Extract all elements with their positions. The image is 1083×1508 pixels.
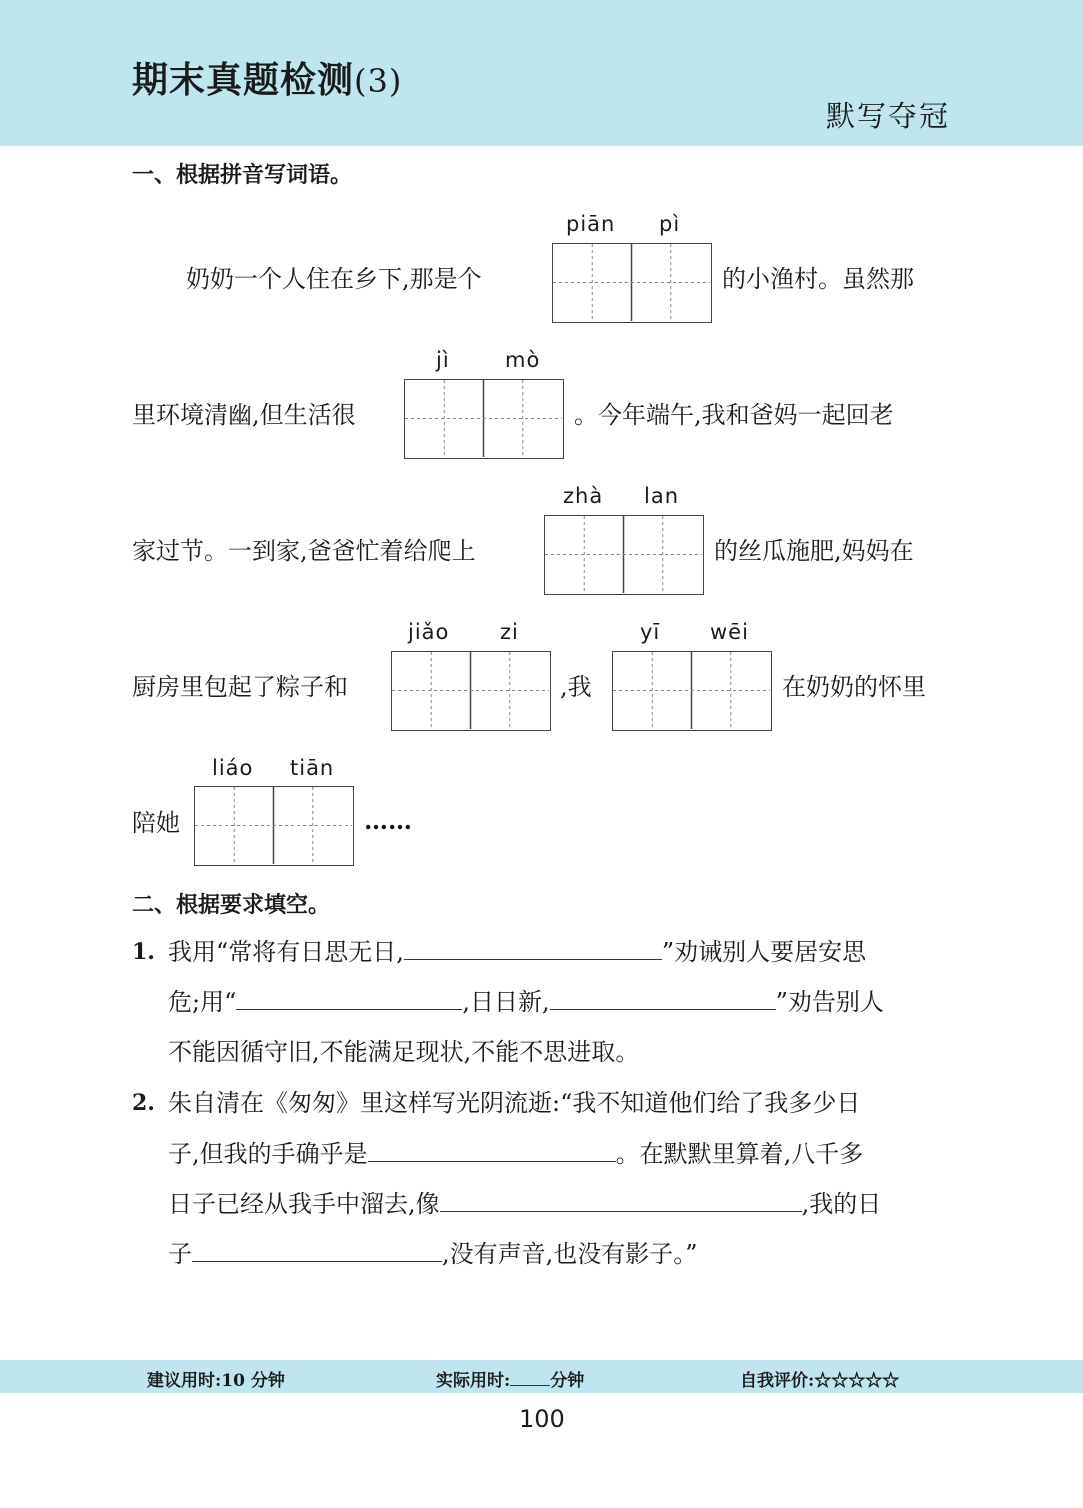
- pinyin-w2-1: jì: [436, 348, 450, 372]
- pinyin-w2-2: mò: [505, 348, 541, 372]
- writing-grid-w6[interactable]: [194, 786, 354, 866]
- pinyin-w6-1: liáo: [212, 756, 254, 780]
- q1-blank-1[interactable]: [404, 937, 662, 960]
- suggested-time: 建议用时:10 分钟: [147, 1371, 285, 1391]
- q2-line4: 子 ,没有声音,也没有影子。”: [168, 1240, 698, 1268]
- writing-grid-w3[interactable]: [544, 515, 704, 595]
- s1-line2-before: 里环境清幽,但生活很: [132, 401, 356, 429]
- s1-line4-middle: ,我: [560, 673, 592, 701]
- s1-line3-before: 家过节。一到家,爸爸忙着给爬上: [132, 537, 476, 565]
- pinyin-w3-2: lan: [644, 484, 680, 508]
- actual-time: 实际用时: 分钟: [436, 1371, 585, 1391]
- title-number: (3): [354, 62, 403, 100]
- q1-line1: 我用“常将有日思无日, ”劝诫别人要居安思: [168, 938, 867, 966]
- s1-line3-after: 的丝瓜施肥,妈妈在: [714, 537, 914, 565]
- q2-blank-3[interactable]: [192, 1239, 442, 1262]
- s1-line4-before: 厨房里包起了粽子和: [132, 673, 348, 701]
- s1-line1-after: 的小渔村。虽然那: [722, 265, 914, 293]
- pinyin-w4-2: zi: [500, 620, 519, 644]
- writing-grid-w4[interactable]: [391, 651, 551, 731]
- pinyin-w5-1: yī: [640, 620, 661, 644]
- s1-line1-before: 奶奶一个人住在乡下,那是个: [186, 265, 482, 293]
- self-evaluation: 自我评价:☆☆☆☆☆: [740, 1371, 900, 1391]
- section-2-heading: 二、根据要求填空。: [132, 893, 331, 918]
- q2-number: 2.: [132, 1090, 155, 1116]
- q2-line1: 朱自清在《匆匆》里这样写光阴流逝:“我不知道他们给了我多少日: [168, 1089, 861, 1117]
- s1-line5-before: 陪她: [132, 809, 180, 837]
- q2-line2: 子,但我的手确乎是 。在默默里算着,八千多: [168, 1140, 864, 1168]
- section-1-heading: 一、根据拼音写词语。: [132, 163, 353, 188]
- page-title: 期末真题检测(3): [132, 60, 403, 101]
- q2-blank-2[interactable]: [440, 1189, 802, 1212]
- pinyin-w6-2: tiān: [290, 756, 335, 780]
- pinyin-w1-1: piān: [566, 212, 616, 236]
- q2-blank-1[interactable]: [368, 1139, 616, 1162]
- s1-line5-after: ……: [364, 806, 412, 835]
- writing-grid-w2[interactable]: [404, 379, 564, 459]
- q1-line2: 危;用“ ,日日新, ”劝告别人: [168, 988, 884, 1016]
- pinyin-w3-1: zhà: [563, 484, 604, 508]
- pinyin-w4-1: jiǎo: [408, 620, 450, 644]
- writing-grid-w5[interactable]: [612, 651, 772, 731]
- page-subtitle: 默写夺冠: [826, 99, 951, 133]
- s1-line4-after: 在奶奶的怀里: [782, 673, 926, 701]
- page-number: 100: [519, 1405, 565, 1433]
- s1-line2-after: 。今年端午,我和爸妈一起回老: [574, 401, 894, 429]
- q1-number: 1.: [132, 939, 155, 965]
- q1-line3: 不能因循守旧,不能满足现状,不能不思进取。: [168, 1038, 640, 1066]
- pinyin-w5-2: wēi: [710, 620, 749, 644]
- writing-grid-w1[interactable]: [552, 243, 712, 323]
- q1-blank-3[interactable]: [550, 987, 776, 1010]
- pinyin-w1-2: pì: [659, 212, 681, 236]
- q1-blank-2[interactable]: [236, 987, 462, 1010]
- q2-line3: 日子已经从我手中溜去,像 ,我的日: [168, 1190, 882, 1218]
- actual-time-blank[interactable]: [510, 1369, 550, 1386]
